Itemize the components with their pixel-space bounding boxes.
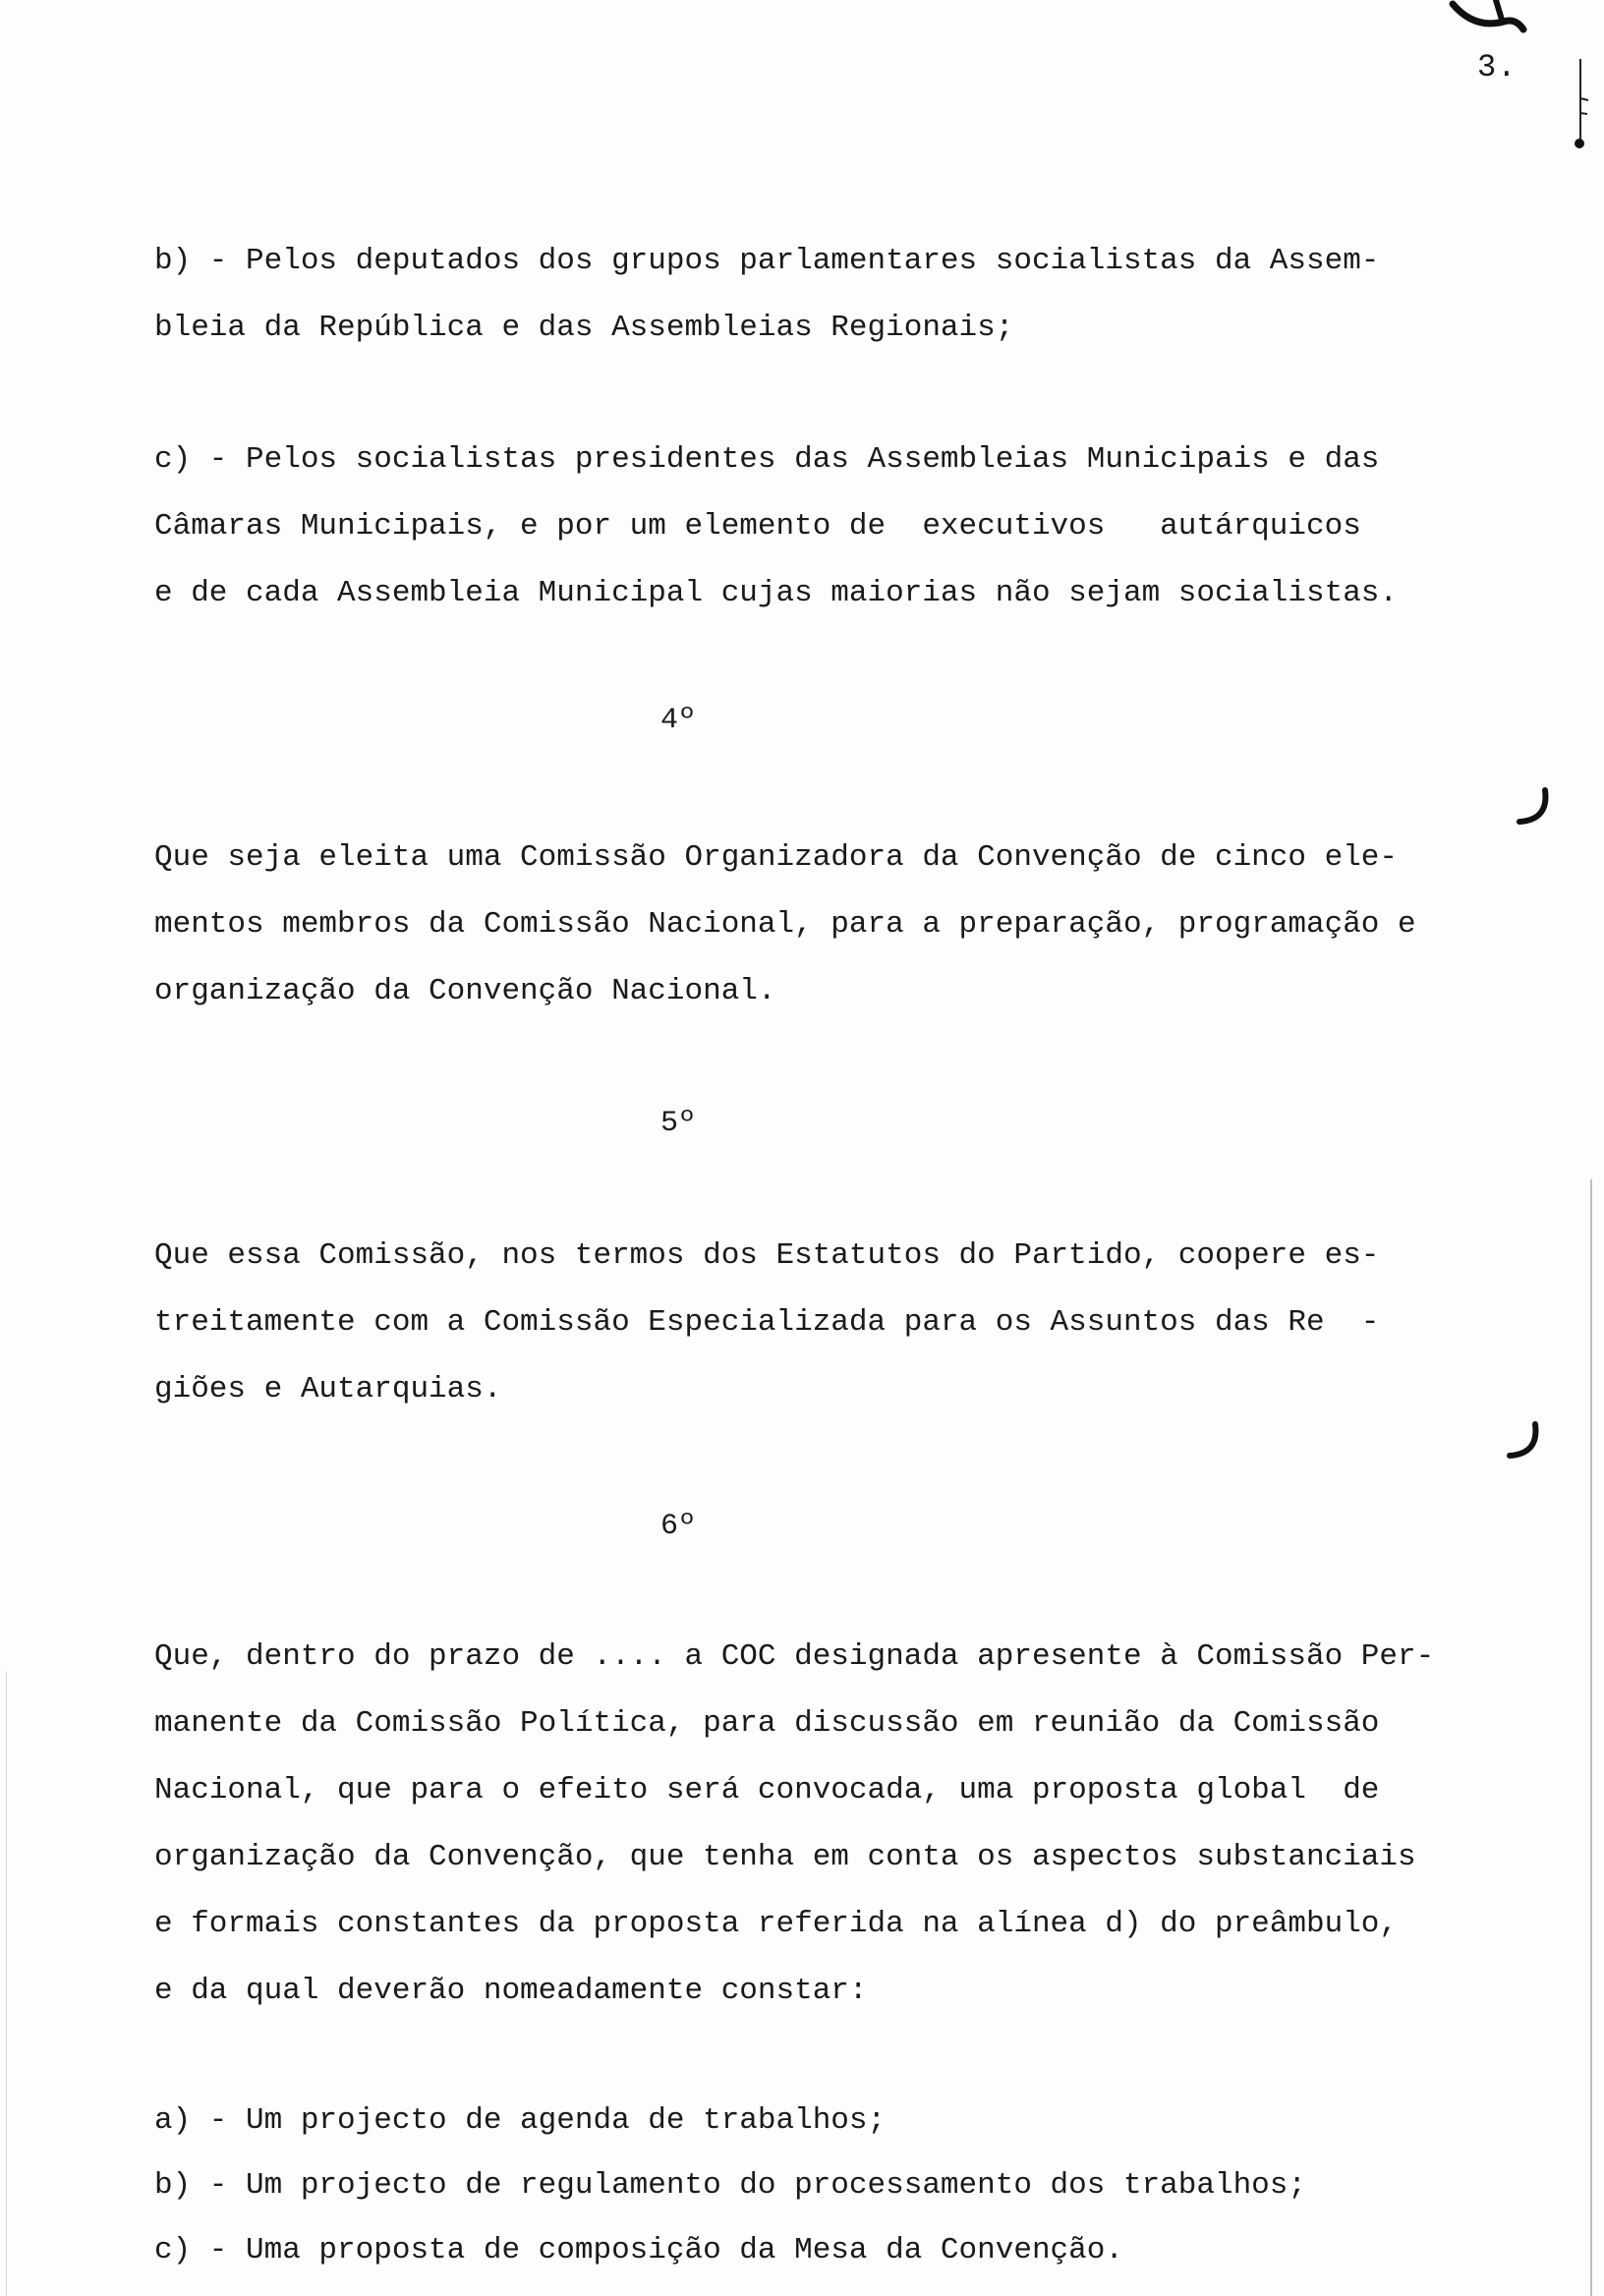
page-number: 3. — [1477, 49, 1518, 86]
paragraph-line: Que seja eleita uma Comissão Organizadora da Convenção de cinco ele- — [154, 840, 1399, 875]
paragraph-line: treitamente com a Comissão Especializada para os Assuntos das Re - — [154, 1305, 1380, 1340]
handwritten-mark — [1445, 0, 1533, 39]
section-heading: 5º — [659, 1107, 696, 1140]
paragraph-line: organização da Convenção, que tenha em conta os aspectos substanciais — [154, 1840, 1416, 1874]
margin-mark — [1573, 59, 1592, 157]
paragraph-line: giões e Autarquias. — [154, 1372, 502, 1406]
paragraph-line: Nacional, que para o efeito será convocada, uma proposta global de — [154, 1773, 1380, 1808]
list-item: c) - Uma proposta de composição da Mesa da Convenção. — [154, 2233, 1123, 2267]
scan-edge — [6, 1671, 7, 2296]
scan-edge — [1590, 1179, 1592, 2296]
paragraph-line: Que essa Comissão, nos termos dos Estatutos do Partido, coopere es- — [154, 1238, 1380, 1273]
paragraph-line: e de cada Assembleia Municipal cujas maiorias não sejam socialistas. — [154, 576, 1399, 610]
paragraph-line: c) - Pelos socialistas presidentes das Assembleias Municipais e das — [154, 442, 1380, 477]
paragraph-line: bleia da República e das Assembleias Regionais; — [154, 311, 1014, 345]
paragraph-line: e da qual deverão nomeadamente constar: — [154, 1974, 868, 2008]
bracket-mark — [1514, 786, 1553, 826]
list-item: b) - Um projecto de regulamento do processamento dos trabalhos; — [154, 2168, 1306, 2203]
section-heading: 6º — [659, 1510, 696, 1543]
bracket-mark — [1504, 1420, 1543, 1460]
paragraph-line: manente da Comissão Política, para discussão em reunião da Comissão — [154, 1706, 1380, 1741]
paragraph-line: Câmaras Municipais, e por um elemento de executivos autárquicos — [154, 509, 1361, 544]
paragraph-line: mentos membros da Comissão Nacional, para a preparação, programação e — [154, 907, 1416, 942]
section-heading: 4º — [659, 704, 696, 737]
paragraph-line: organização da Convenção Nacional. — [154, 974, 776, 1008]
paragraph-line: b) - Pelos deputados dos grupos parlamentares socialistas da Assem- — [154, 244, 1380, 278]
list-item: a) - Um projecto de agenda de trabalhos; — [154, 2103, 887, 2138]
paragraph-line: Que, dentro do prazo de .... a COC designada apresente à Comissão Per- — [154, 1639, 1435, 1674]
paragraph-line: e formais constantes da proposta referida na alínea d) do preâmbulo, — [154, 1907, 1399, 1941]
